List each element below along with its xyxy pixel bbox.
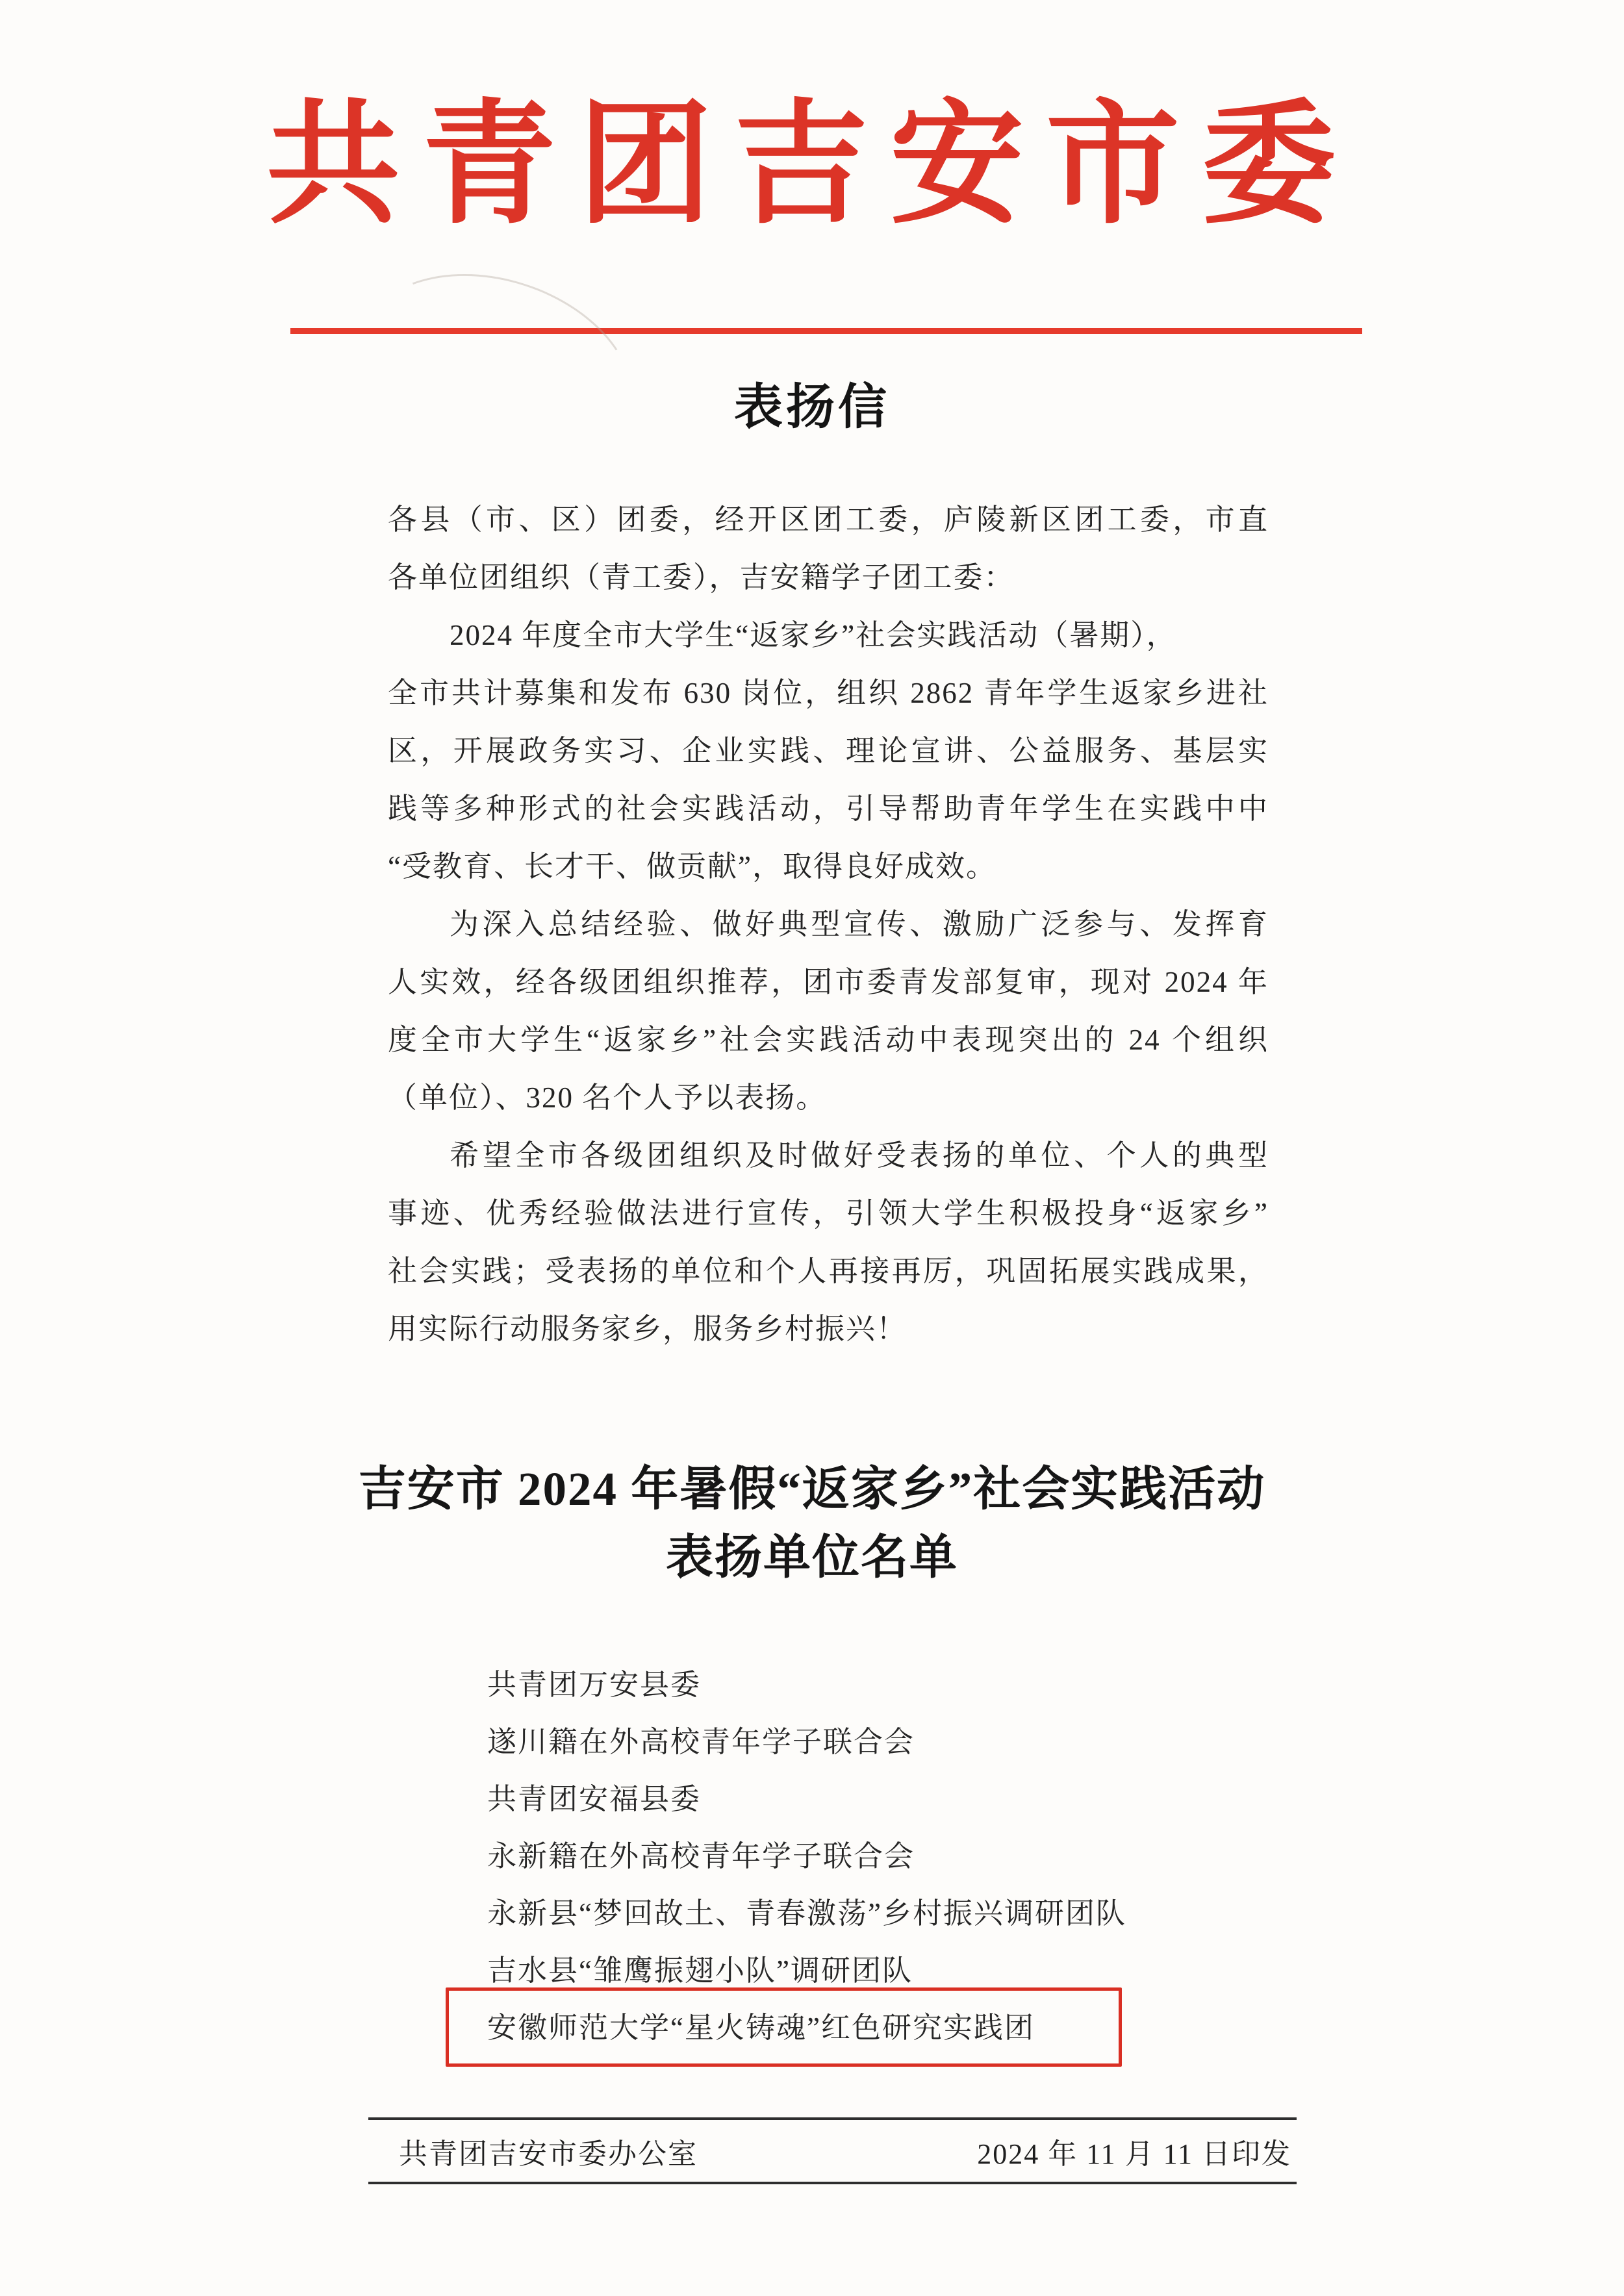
highlight-annotation-box: [446, 1987, 1122, 2067]
roster-item: 永新县“梦回故土、青春激荡”乡村振兴调研团队: [487, 1897, 1126, 1930]
body-line: 全市共计募集和发布 630 岗位，组织 2862 青年学生返家乡进社: [388, 677, 1269, 709]
roster-item: 遂川籍在外高校青年学子联合会: [487, 1726, 915, 1758]
body-line: 各县（市、区）团委，经开区团工委，庐陵新区团工委，市直: [388, 503, 1269, 536]
scan-smudge-artifact: [331, 240, 660, 511]
body-line: 希望全市各级团组织及时做好受表扬的单位、个人的典型: [450, 1139, 1269, 1172]
roster-heading-line2: 表扬单位名单: [666, 1531, 958, 1583]
body-line: 用实际行动服务家乡，服务乡村振兴！: [388, 1313, 907, 1345]
body-line: 践等多种形式的社会实践活动，引导帮助青年学生在实践中中: [388, 792, 1269, 825]
body-line: 为深入总结经验、做好典型宣传、激励广泛参与、发挥育: [450, 908, 1269, 940]
roster-item: 安徽师范大学“星火铸魂”红色研究实践团: [487, 2012, 1035, 2044]
body-line: （单位）、320 名个人予以表扬。: [388, 1081, 827, 1114]
roster-item: 共青团安福县委: [487, 1783, 702, 1815]
roster-item: 永新籍在外高校青年学子联合会: [487, 1840, 915, 1873]
roster-item: 共青团万安县委: [487, 1669, 702, 1701]
body-line: 事迹、优秀经验做法进行宣传，引领大学生积极投身“返家乡”: [388, 1197, 1269, 1230]
footer-print-date: 2024 年 11 月 11 日印发: [977, 2138, 1291, 2170]
body-line: 各单位团组织（青工委），吉安籍学子团工委：: [388, 561, 1015, 594]
body-line: “受教育、长才干、做贡献”，取得良好成效。: [388, 850, 996, 883]
body-line: 区，开展政务实习、企业实践、理论宣讲、公益服务、基层实: [388, 735, 1269, 767]
letter-body: [388, 491, 1269, 1358]
body-line: 2024 年度全市大学生“返家乡”社会实践活动（暑期），: [450, 619, 1177, 651]
roster-heading: [0, 1455, 1624, 1591]
masthead-title: 共青团吉安市委: [266, 91, 1358, 240]
body-line: 度全市大学生“返家乡”社会实践活动中表现突出的 24 个组织: [388, 1024, 1269, 1056]
body-line: 社会实践；受表扬的单位和个人再接再厉，巩固拓展实践成果，: [388, 1255, 1269, 1287]
body-line: 人实效，经各级团组织推荐，团市委青发部复审，现对 2024 年: [388, 966, 1269, 998]
footer: [368, 2117, 1297, 2184]
footer-issuer: 共青团吉安市委办公室: [399, 2138, 698, 2170]
roster-heading-line1: 吉安市 2024 年暑假“返家乡”社会实践活动: [358, 1463, 1266, 1515]
roster-item: 吉水县“雏鹰振翅小队”调研团队: [487, 1954, 913, 1987]
letter-title: 表扬信: [733, 381, 890, 435]
